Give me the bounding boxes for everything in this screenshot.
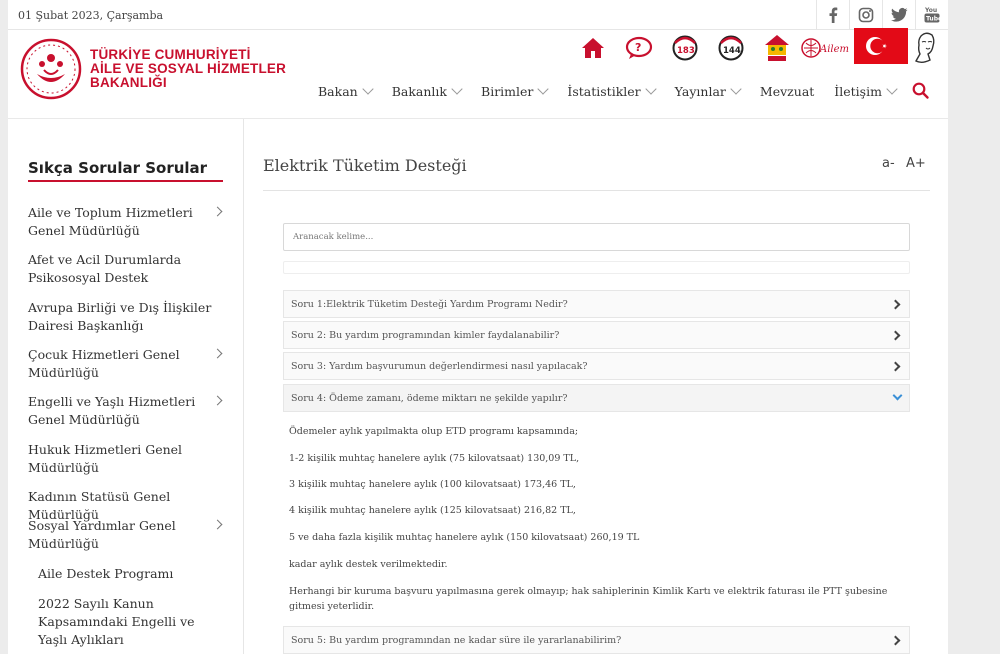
sidebar-item-label: Hukuk Hizmetleri Genel Müdürlüğü [28,442,183,475]
main-nav [318,84,916,99]
chevron-right-icon[interactable] [213,207,223,217]
title-divider [263,190,930,191]
chevron-down-icon [886,83,897,94]
nav-item-birimler[interactable] [481,84,547,99]
sidebar-title-underline [28,180,223,182]
nav-label: Bakan [318,84,358,99]
help-chat-icon[interactable] [616,33,662,63]
nav-label: Bakanlık [391,84,448,99]
nav-label: İletişim [834,84,882,99]
answer-line: Ödemeler aylık yapılmakta olup ETD programı kapsamında; [289,426,579,437]
faq-search-input[interactable] [283,223,910,251]
svg-text:Tube: Tube [926,15,943,23]
search-results-box [283,261,910,274]
sidebar-subitem-label: 2022 Sayılı Kanun Kapsamındaki Engelli ve Yaşlı Aylıkları [38,596,195,647]
nav-label: Mevzuat [759,84,815,99]
ailem-icon[interactable] [800,33,850,63]
chevron-right-icon [891,362,901,372]
logo-line-2: AİLE VE SOSYAL HİZMETLER [90,61,287,76]
faq-question-3[interactable] [283,352,910,380]
chevron-down-icon [893,391,903,401]
line-144-icon[interactable] [708,33,754,63]
font-increase-button[interactable]: A+ [906,156,926,171]
top-bar [8,0,948,30]
facebook-icon[interactable] [816,0,849,30]
nav-label: Birimler [481,84,534,99]
page-background [948,0,1000,654]
sidebar-item-label: Afet ve Acil Durumlarda Psikososyal Destek [28,252,182,285]
sidebar-item-engelli-yasli[interactable] [28,393,223,429]
font-decrease-button[interactable]: a- [882,156,895,171]
nav-label: Yayınlar [674,84,726,99]
nav-item-bakan[interactable] [318,84,372,99]
faq-question-2[interactable] [283,321,910,349]
current-date: 01 Şubat 2023, Çarşamba [18,9,164,22]
faq-question-label: Soru 5: Bu yardım programından ne kadar süre ile yararlanabilirim? [291,634,622,646]
nav-label: İstatistikler [567,84,641,99]
sidebar-subitem-aile-destek[interactable] [38,565,233,583]
family-house-icon[interactable] [754,33,800,63]
sidebar-item-label: Avrupa Birliği ve Dış İlişkiler Dairesi Başkanlığı [28,300,212,333]
line-183-label: 183 [677,46,695,56]
nav-item-bakanlik[interactable] [392,84,461,99]
sidebar-item-hukuk[interactable] [28,441,223,477]
sidebar-subitem-2022-kanun[interactable] [38,595,223,649]
svg-text:You: You [925,7,938,14]
line-144-label: 144 [723,46,741,56]
page-title: Elektrik Tüketim Desteği [263,156,467,175]
sidebar-item-label: Sosyal Yardımlar Genel Müdürlüğü [28,518,176,551]
answer-line: kadar aylık destek verilmektedir. [289,559,448,570]
answer-line: Herhangi bir kuruma başvuru yapılmasına gerek olmayıp; hak sahiplerinin Kimlik Kartı ve elektrik faturası ile PTT şubesine gitmesi yeterlidir. [289,586,888,612]
chevron-right-icon [891,300,901,310]
nav-item-istatistikler[interactable] [567,84,654,99]
quick-links [570,33,850,63]
ataturk-portrait-icon [912,30,940,64]
chevron-right-icon [891,636,901,646]
youtube-icon[interactable] [915,0,948,30]
faq-question-4[interactable] [283,384,910,412]
answer-line: 1-2 kişilik muhtaç hanelere aylık (75 kilovatsaat) 130,09 TL, [289,453,580,464]
social-links [816,0,948,30]
faq-question-label: Soru 3: Yardım başvurumun değerlendirmesi nasıl yapılacak? [291,360,588,372]
sidebar-item-label: Çocuk Hizmetleri Genel Müdürlüğü [28,347,180,380]
home-icon[interactable] [570,33,616,63]
sidebar-item-cocuk[interactable] [28,346,223,382]
nav-item-mevzuat[interactable] [760,84,814,99]
search-icon[interactable] [912,82,929,103]
answer-line: 4 kişilik muhtaç hanelere aylık (125 kilovatsaat) 216,82 TL, [289,505,576,516]
ailem-label: Ailem [820,44,850,55]
sidebar-item-label: Engelli ve Yaşlı Hizmetleri Genel Müdürlüğü [28,394,196,427]
instagram-icon[interactable] [849,0,882,30]
chevron-right-icon[interactable] [213,520,223,530]
logo-line-1: TÜRKİYE CUMHURİYETİ [90,47,251,62]
chevron-down-icon [538,83,549,94]
twitter-icon[interactable] [882,0,915,30]
chevron-down-icon [730,83,741,94]
chevron-down-icon [645,83,656,94]
sidebar-title: Sıkça Sorular Sorular [28,159,208,177]
chevron-right-icon[interactable] [213,349,223,359]
ministry-logo[interactable] [20,38,286,100]
nav-item-iletisim[interactable] [834,84,896,99]
chevron-right-icon[interactable] [213,396,223,406]
answer-line: 5 ve daha fazla kişilik muhtaç hanelere aylık (150 kilovatsaat) 260,19 TL [289,532,640,543]
sidebar-item-avrupa-birligi[interactable] [28,299,223,335]
line-183-icon[interactable] [662,33,708,63]
sidebar-item-afet[interactable] [28,251,223,287]
svg-text:?: ? [635,41,642,54]
faq-question-1[interactable] [283,290,910,318]
faq-question-label: Soru 1:Elektrik Tüketim Desteği Yardım Programı Nedir? [291,298,568,310]
chevron-right-icon [891,331,901,341]
answer-line: 3 kişilik muhtaç hanelere aylık (100 kilovatsaat) 173,46 TL, [289,479,576,490]
sidebar-subitem-label: Aile Destek Programı [38,566,174,581]
logo-line-3: BAKANLIĞI [90,75,167,90]
nav-item-yayinlar[interactable] [675,84,740,99]
sidebar [8,119,244,654]
faq-question-label: Soru 4: Ödeme zamanı, ödeme miktarı ne şekilde yapılır? [291,392,568,404]
page [8,0,948,654]
chevron-down-icon [362,83,373,94]
ministry-emblem-icon [20,38,82,100]
faq-question-label: Soru 2: Bu yardım programından kimler faydalanabilir? [291,329,560,341]
sidebar-item-aile-toplum[interactable] [28,204,223,240]
chevron-down-icon [451,83,462,94]
sidebar-item-label: Aile ve Toplum Hizmetleri Genel Müdürlüğü [28,205,193,238]
sidebar-item-sosyal-yardimlar[interactable] [28,517,223,553]
faq-question-5[interactable] [283,626,910,654]
turkish-flag-icon [854,28,908,64]
sidebar-item-label: Kadının Statüsü Genel Müdürlüğü [28,489,171,522]
